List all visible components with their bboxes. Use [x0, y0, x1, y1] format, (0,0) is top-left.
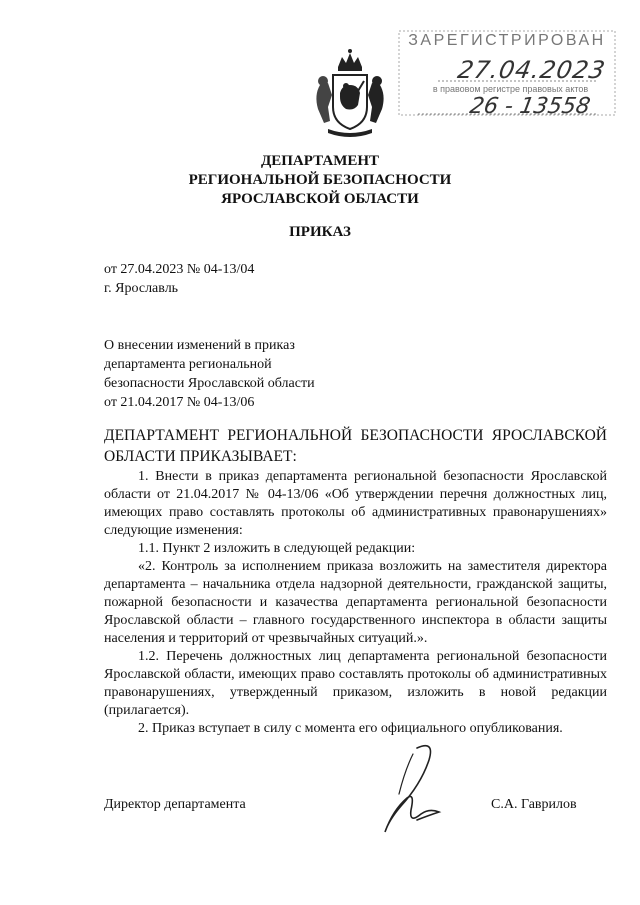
subject-line: безопасности Ярославской области — [104, 376, 315, 391]
document-body — [104, 426, 607, 738]
subject-line: от 21.04.2017 № 04-13/06 — [104, 395, 255, 410]
date-number: от 27.04.2023 № 04-13/04 — [104, 262, 255, 277]
stamp-number: 26 - 13558 — [467, 94, 593, 119]
dept-line: ДЕПАРТАМЕНТ — [260, 153, 380, 169]
registration-stamp — [398, 30, 616, 119]
preamble-text: ДЕПАРТАМЕНТ РЕГИОНАЛЬНОЙ БЕЗОПАСНОСТИ ЯРОСЛАВСКОЙ ОБЛАСТИ ПРИКАЗЫВАЕТ: — [104, 427, 607, 465]
dept-line: ЯРОСЛАВСКОЙ ОБЛАСТИ — [221, 191, 419, 207]
coat-of-arms-icon — [300, 45, 400, 145]
paragraph-1: 1. Внести в приказ департамента региональной безопасности Ярославской области от 21.04.2017 № 04-13/06 «Об утверждении перечня должностных лиц, имеющих право составлять протоколы об административных правонарушениях» следующие изменения: — [104, 469, 607, 538]
stamp-date: 27.04.2023 — [455, 56, 608, 84]
preamble — [104, 426, 607, 468]
document-subject — [104, 336, 315, 412]
paragraph-1-1: 1.1. Пункт 2 изложить в следующей редакции: — [138, 541, 416, 556]
signatory-name: С.А. Гаврилов — [491, 797, 577, 812]
subject-line: О внесении изменений в приказ — [104, 338, 295, 353]
signatory-position: Директор департамента — [104, 797, 246, 812]
document-type-title: ПРИКАЗ — [289, 224, 351, 240]
paragraph-1-1-quote: «2. Контроль за исполнением приказа возложить на заместителя директора департамента – начальника отдела надзорной деятельности, гражданской защиты, пожарной безопасности и казачества департамента региональной безопасности Ярославской области – главного государственного инспектора в области защиты населения и территорий от чрезвычайных ситуаций.». — [104, 559, 607, 646]
stamp-note: в правовом регистре правовых актов — [432, 84, 589, 94]
city: г. Ярославль — [104, 281, 179, 296]
subject-line: департамента региональной — [104, 357, 272, 372]
paragraph-2: 2. Приказ вступает в силу с момента его официального опубликования. — [138, 721, 563, 736]
handwritten-signature-icon — [355, 740, 465, 840]
paragraph-1-2: 1.2. Перечень должностных лиц департамента региональной безопасности Ярославской области, имеющих право составлять протоколы об административных правонарушениях, утвержденный приказом, изложить в новой редакции (прилагается). — [104, 649, 607, 718]
stamp-title: ЗАРЕГИСТРИРОВАН — [408, 32, 606, 49]
dept-line: РЕГИОНАЛЬНОЙ БЕЗОПАСНОСТИ — [188, 172, 452, 188]
document-meta — [104, 260, 254, 298]
department-header — [0, 152, 640, 209]
